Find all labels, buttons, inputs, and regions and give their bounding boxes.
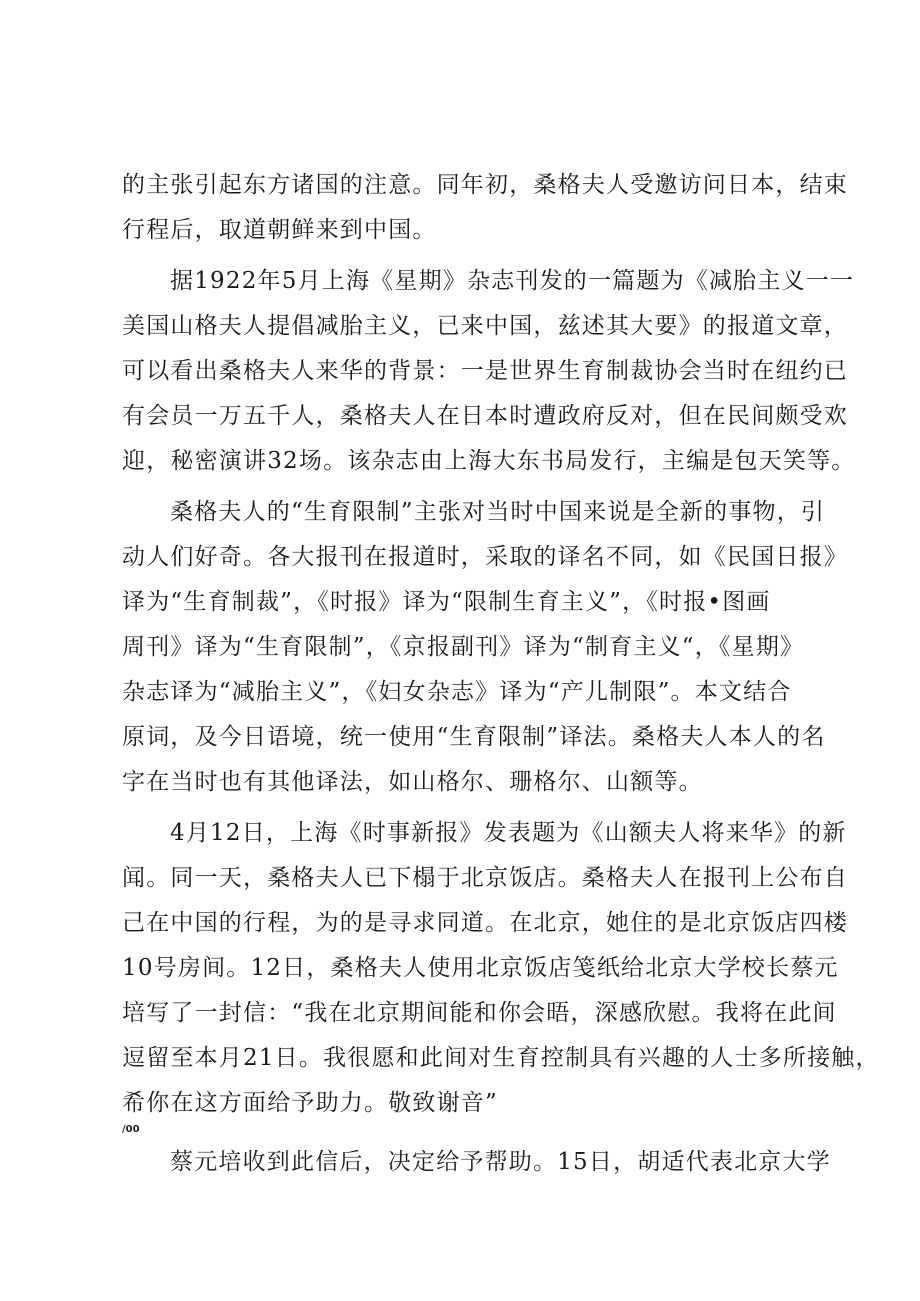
text-line: 行程后，取道朝鲜来到中国。 bbox=[122, 217, 437, 243]
text-line: 10号房间。12日，桑格夫人使用北京饭店笺纸给北京大学校长蔡元 bbox=[122, 955, 839, 981]
text-line: 4月12日，上海《时事新报》发表题为《山额夫人将来华》的新 bbox=[170, 820, 847, 846]
text-line: 原词，及今日语境，统一使用“生育限制”译法。桑格夫人本人的名 bbox=[122, 724, 826, 750]
paragraph bbox=[122, 490, 848, 805]
body-text bbox=[122, 163, 880, 1185]
text-line: 据1922年5月上海《星期》杂志刊发的一篇题为《减胎主义一一 bbox=[170, 268, 855, 294]
footnote-mark: /00 bbox=[122, 1124, 140, 1135]
text-line: 的主张引起东方诸国的注意。同年初，桑格夫人受邀访问日本，结束 bbox=[122, 172, 848, 198]
text-line: 周刊》译为“生育限制”，《京报副刊》译为“制育主义“，《星期》 bbox=[122, 634, 805, 660]
text-line: 迎，秘密演讲32场。该杂志由上海大东书局发行，主编是包天笑等。 bbox=[122, 448, 856, 474]
text-line: 逗留至本月21日。我很愿和此间对生育控制具有兴趣的人士多所接触， bbox=[122, 1045, 880, 1071]
text-line: 美国山格夫人提倡减胎主义，已来中国，兹述其大要》的报道文章， bbox=[122, 313, 848, 339]
text-line: 蔡元培收到此信后，决定给予帮助。15日，胡适代表北京大学 bbox=[170, 1149, 831, 1175]
text-line: 桑格夫人的“生育限制”主张对当时中国来说是全新的事物，引 bbox=[170, 499, 826, 525]
text-line: 闻。同一天，桑格夫人已下榻于北京饭店。桑格夫人在报刊上公布自 bbox=[122, 865, 848, 891]
text-line: 可以看出桑格夫人来华的背景：一是世界生育制裁协会当时在纽约已 bbox=[122, 358, 848, 384]
text-line: 希你在这方面给予助力。敬致谢音” bbox=[122, 1090, 498, 1116]
text-line: 杂志译为“减胎主义”，《妇女杂志》译为“产儿制限”。本文结合 bbox=[122, 679, 792, 705]
paragraph bbox=[122, 811, 880, 1140]
paragraph bbox=[122, 163, 848, 253]
text-line: 译为“生育制裁”，《时报》译为“限制生育主义”，《时报•图画 bbox=[122, 589, 771, 615]
text-line: 有会员一万五千人，桑格夫人在日本时遭政府反对，但在民间颇受欢 bbox=[122, 403, 848, 429]
text-line: 动人们好奇。各大报刊在报道时，采取的译名不同，如《民国日报》 bbox=[122, 544, 848, 570]
text-line: 字在当时也有其他译法，如山格尔、珊格尔、山额等。 bbox=[122, 769, 703, 795]
paragraph bbox=[122, 259, 856, 484]
text-line: 己在中国的行程，为的是寻求同道。在北京，她住的是北京饭店四楼 bbox=[122, 910, 848, 936]
paragraph bbox=[122, 1140, 831, 1185]
text-line: 培写了一封信：“我在北京期间能和你会晤，深感欣慰。我将在此间 bbox=[122, 1000, 837, 1026]
